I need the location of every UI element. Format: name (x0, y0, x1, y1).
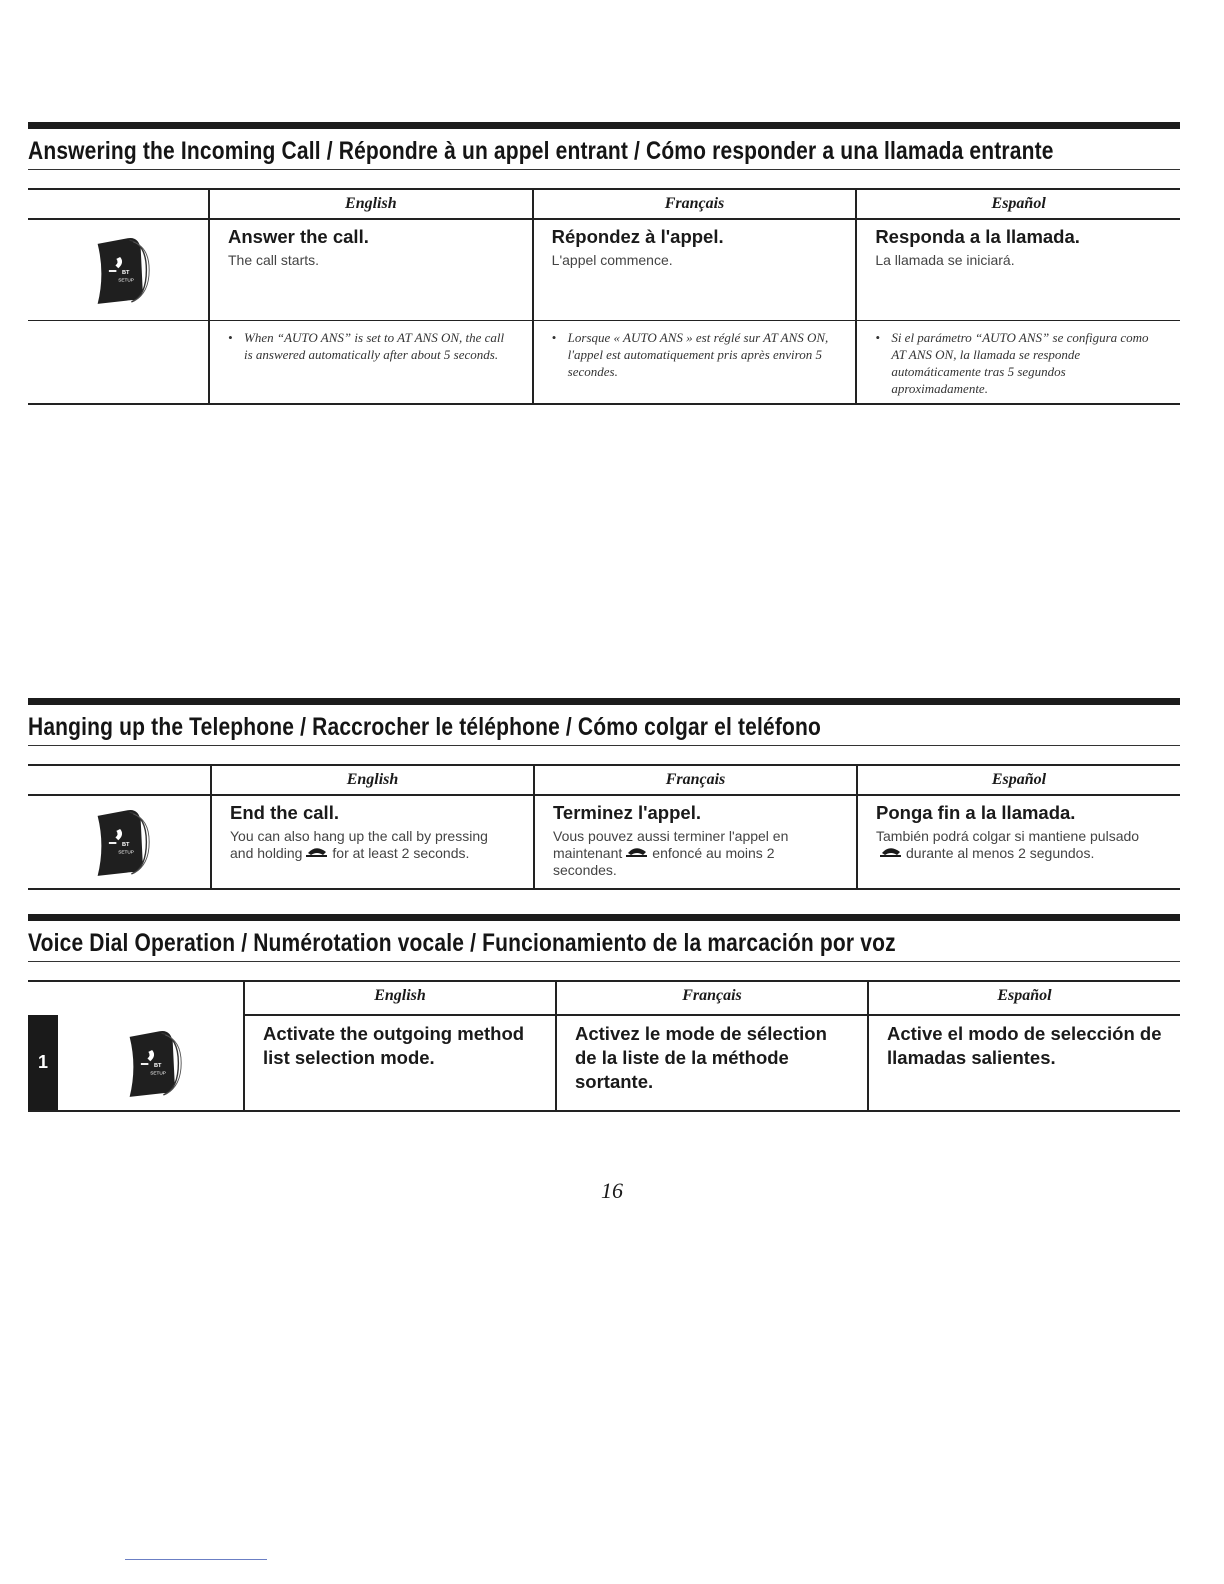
title-rule (28, 745, 1180, 746)
icon-column-header (28, 981, 244, 1015)
step-row (28, 795, 1180, 889)
language-header-row (28, 981, 1180, 1015)
instruction-text: L'appel commence. (551, 252, 673, 268)
section-top-bar (28, 914, 1180, 921)
instruction-text (230, 828, 515, 862)
lang-header-spanish: Español (857, 765, 1180, 795)
note-text (552, 329, 838, 380)
cell-spanish (868, 1015, 1180, 1111)
page-number: 16 (601, 1178, 623, 1203)
note-content: When “AUTO ANS” is set to AT ANS ON, the call is answered automatically after about 5 seconds. (244, 329, 505, 362)
lang-header-english: English (211, 765, 534, 795)
lang-header-english: English (209, 189, 533, 219)
cell-english (244, 1015, 556, 1111)
instruction-text (876, 828, 1162, 862)
icon-cell (28, 219, 209, 320)
note-english (209, 320, 533, 404)
section-top-bar (28, 122, 1180, 129)
note-content: Lorsque « AUTO ANS » est réglé sur AT ANS ON, l'appel est automatiquement pris après environ 5 secondes. (567, 329, 829, 379)
section-top-bar (28, 698, 1180, 705)
note-french (533, 320, 857, 404)
lang-header-french: Français (533, 189, 857, 219)
note-row (28, 320, 1180, 404)
text-part: You can also hang up the call by pressing and holding (230, 828, 488, 861)
lang-header-spanish: Español (868, 981, 1180, 1015)
lang-header-english: English (244, 981, 556, 1015)
section-title: Hanging up the Telephone / Raccrocher le téléphone / Cómo colgar el teléfono (28, 713, 821, 741)
instruction-heading: Répondez à l'appel. (551, 226, 724, 247)
language-header-row (28, 189, 1180, 219)
phone-button-icon (124, 1029, 184, 1099)
note-text (875, 329, 1162, 397)
text-part: También podrá colgar si mantiene pulsado (876, 828, 1140, 844)
section-hanging-up (28, 698, 1180, 890)
instruction-text (553, 828, 838, 879)
step-row (28, 219, 1180, 320)
cell-spanish (856, 219, 1180, 320)
text-part: Vous pouvez aussi terminer l'appel en maintenant (553, 828, 789, 861)
lang-header-french: Français (534, 765, 857, 795)
bullet: • (228, 329, 233, 345)
step-row (28, 1015, 1180, 1111)
text-part: durante al menos 2 segundos. (906, 845, 1095, 861)
cell-english (211, 795, 534, 889)
instruction-heading: Answer the call. (228, 226, 369, 247)
title-rule (28, 961, 1180, 962)
text-part: for at least 2 seconds. (332, 845, 470, 861)
icon-cell (28, 1015, 244, 1111)
bullet: • (875, 329, 880, 345)
instruction-heading: Activez le mode de sélection de la liste de la méthode sortante. (575, 1023, 827, 1092)
hang-up-icon (879, 846, 903, 860)
note-icon-cell (28, 320, 209, 404)
footnote-rule (125, 1559, 267, 1560)
icon-column-header (28, 765, 211, 795)
section-title: Voice Dial Operation / Numérotation vocale / Funcionamiento de la marcación por voz (28, 929, 896, 957)
icon-column-header (28, 189, 209, 219)
section-title: Answering the Incoming Call / Répondre à un appel entrant / Cómo responder a una llamada entrante (28, 137, 1054, 165)
note-text (228, 329, 514, 363)
instruction-heading: End the call. (230, 802, 339, 823)
icon-cell (28, 795, 211, 889)
cell-french (533, 219, 857, 320)
hang-up-icon (625, 846, 649, 860)
instruction-table (28, 188, 1180, 405)
title-rule (28, 169, 1180, 170)
instruction-text: La llamada se iniciará. (875, 252, 1015, 268)
cell-french (556, 1015, 868, 1111)
instruction-heading: Ponga fin a la llamada. (876, 802, 1076, 823)
instruction-heading: Responda a la llamada. (875, 226, 1080, 247)
section-voice-dial (28, 914, 1180, 1112)
language-header-row (28, 765, 1180, 795)
phone-button-icon (92, 236, 152, 306)
hang-up-icon (305, 846, 329, 860)
instruction-heading: Active el modo de selección de llamadas salientes. (887, 1023, 1162, 1068)
instruction-table (28, 980, 1180, 1112)
bullet: • (551, 329, 557, 345)
phone-button-icon (92, 808, 152, 878)
text-part: enfoncé au moins 2 secondes. (553, 845, 775, 878)
lang-header-french: Français (556, 981, 868, 1015)
cell-spanish (857, 795, 1180, 889)
instruction-text: The call starts. (228, 252, 320, 268)
cell-french (534, 795, 857, 889)
section-answering (28, 122, 1180, 405)
cell-english (209, 219, 533, 320)
instruction-heading: Terminez l'appel. (553, 802, 701, 823)
note-content: Si el parámetro “AUTO ANS” se configura como AT ANS ON, la llamada se responde automáticamente tras 5 segundos aproximadamente. (891, 329, 1149, 396)
instruction-heading: Activate the outgoing method list selection mode. (263, 1023, 525, 1068)
step-number: 1 (28, 1015, 58, 1110)
instruction-table (28, 764, 1180, 890)
lang-header-spanish: Español (856, 189, 1180, 219)
note-spanish (856, 320, 1180, 404)
